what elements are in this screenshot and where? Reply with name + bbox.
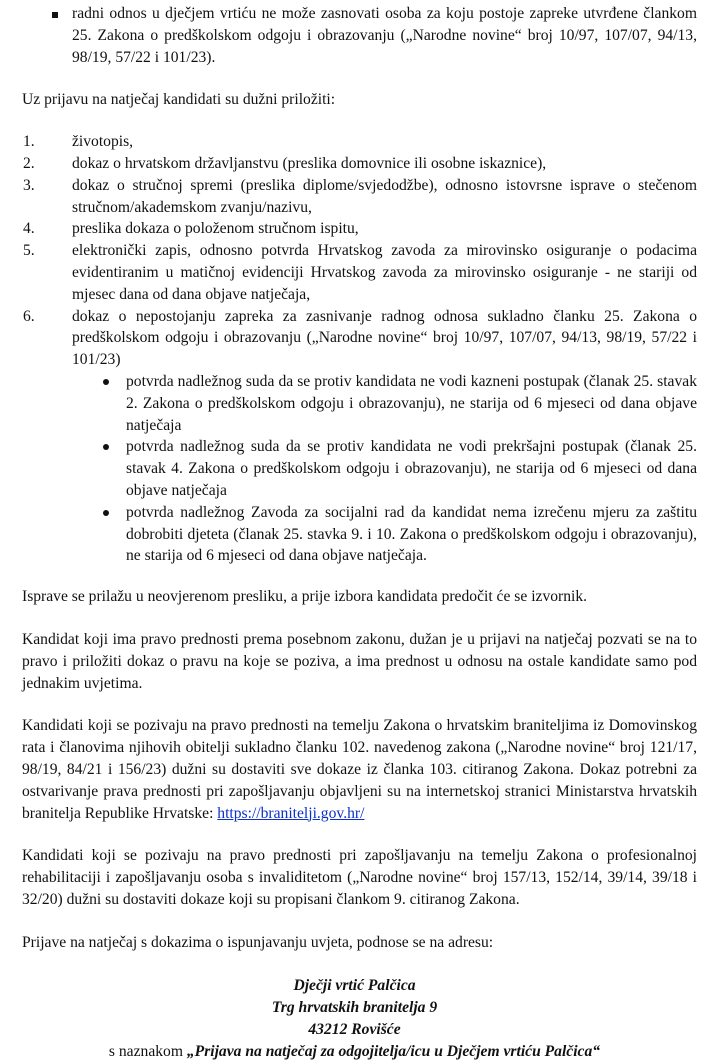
address-street: Trg hrvatskih branitelja 9 [271, 999, 438, 1017]
address-note-title: „Prijava na natječaj za odgojitelja/icu u Dječjem vrtiću Palčica“ [186, 1042, 601, 1060]
sub-list-item [22, 371, 697, 436]
list-item-text: elektronički zapis, odnosno potvrda Hrvatskog zavoda za mirovinsko osiguranje o podacima evidentiranim u matičnoj evidenciji Hrvatskog zavoda za mirovinsko osiguranje - ne stariji od mjesec dana od dana objave natječaja, [72, 242, 697, 303]
sub-list-item-text: potvrda nadležnog suda da se protiv kandidata ne vodi kazneni postupak (članak 25. stavak 2. Zakona o predškolskom odgoju i obrazovanju), ne starija od 6 mjeseci od dana objave natječaja [126, 372, 697, 434]
list-item-text: dokaz o hrvatskom državljanstvu (preslika domovnice ili osobne iskaznice), [72, 154, 547, 172]
list-number: 1. [23, 133, 35, 151]
attachments-list [22, 131, 697, 567]
round-bullet-icon [103, 510, 109, 516]
round-bullet-icon [103, 379, 109, 385]
top-bullet-text: radni odnos u dječjem vrtiću ne može zasnovati osoba za koju postoje zapreke utvrđene člankom 25. Zakona o predškolskom odgoju i obrazovanju („Narodne novine“ broj 10/97, 107/07, 94/13, 98/19, 57/22 i 101/23). [72, 5, 697, 66]
attachments-intro: Uz prijavu na natječaj kandidati su dužni priložiti: [22, 91, 336, 109]
sub-list [72, 371, 697, 567]
sub-list-item [22, 502, 697, 567]
copies-paragraph: Isprave se prilažu u neovjerenom presliku, a prije izbora kandidata predočit će se izvornik. [22, 588, 588, 606]
list-item [22, 153, 697, 175]
address-note [22, 1041, 687, 1063]
list-number: 6. [23, 307, 35, 325]
address-block [22, 975, 697, 1062]
round-bullet-icon [103, 444, 109, 450]
sub-list-item-text: potvrda nadležnog Zavoda za socijalni rad da kandidat nema izrečenu mjeru za zaštitu dobrobiti djeteta (članak 25. stavka 9. i 10. Zakona o predškolskom odgoju i obrazovanju), ne starija od 6 mjeseci od dana objave natječaja. [126, 503, 697, 565]
list-item [22, 240, 697, 305]
list-item-text: životopis, [72, 133, 134, 151]
disability-paragraph: Kandidati koji se pozivaju na pravo prednosti pri zapošljavanju na temelju Zakona o profesionalnoj rehabilitaciji i zapošljavanju osoba s invaliditetom („Narodne novine“ broj 157/13, 152/14, 39/14, 39/18 i 32/20) dužni su dostaviti dokaze koji su propisani člankom 9. citiranog Zakona. [22, 847, 697, 908]
veterans-paragraph-text: Kandidati koji se pozivaju na pravo prednosti na temelju Zakona o hrvatskim braniteljima iz Domovinskog rata i članovima njihovih obitelji sukladno članku 102. navedenog zakona („Narodne novine“ broj 121/17, 98/19, 84/21 i 156/23) dužni su dostaviti sve dokaze iz članka 103. citiranog Zakona. Dokaz potrebni za ostvarivanje prava prednosti pri zapošljavanju objavljeni su na internetskoj stranici Ministarstva hrvatskih branitelja Republike Hrvatske: [22, 717, 697, 822]
list-item [22, 175, 697, 219]
submit-paragraph: Prijave na natječaj s dokazima o ispunjavanju uvjeta, podnose se na adresu: [22, 933, 494, 951]
veterans-paragraph [22, 715, 697, 824]
sub-list-item [22, 436, 697, 501]
list-item [22, 131, 697, 153]
top-bullet-item [22, 0, 697, 68]
list-number: 4. [23, 220, 35, 238]
list-number: 5. [23, 242, 35, 260]
branitelji-link[interactable]: https://branitelji.gov.hr/ [217, 804, 365, 822]
document-page [22, 0, 697, 1063]
list-item-text: dokaz o nepostojanju zapreka za zasnivanje radnog odnosa sukladno članku 25. Zakona o predškolskom odgoju i obrazovanju („Narodne novine“ broj 10/97, 107/07, 94/13, 98/19, 57/22 i 101/23) [72, 307, 697, 369]
list-item-text: dokaz o stručnoj spremi (preslika diplome/svjedodžbe), odnosno istovrsne isprave o stečenom stručnom/akademskom zvanju/nazivu, [72, 176, 697, 216]
sub-list-item-text: potvrda nadležnog suda da se protiv kandidata ne vodi prekršajni postupak (članak 25. stavak 4. Zakona o predškolskom odgoju i obrazovanju), ne starija od 6 mjeseci od dana objave natječaja [126, 438, 697, 499]
list-item [22, 306, 697, 568]
address-city: 43212 Rovišće [308, 1021, 401, 1039]
square-bullet-icon [52, 12, 58, 18]
list-number: 2. [23, 154, 35, 172]
priority-paragraph: Kandidat koji ima pravo prednosti prema posebnom zakonu, dužan je u prijavi na natječaj pozvati se na to pravo i priložiti dokaz o pravu na koje se poziva, a ima prednost u odnosu na ostale kandidate samo pod jednakim uvjetima. [22, 630, 697, 692]
list-number: 3. [23, 176, 35, 194]
address-note-prefix: s naznakom [108, 1042, 187, 1060]
list-item [22, 218, 697, 240]
address-name: Dječji vrtić Palčica [293, 977, 416, 995]
list-item-text: preslika dokaza o položenom stručnom ispitu, [72, 220, 359, 238]
